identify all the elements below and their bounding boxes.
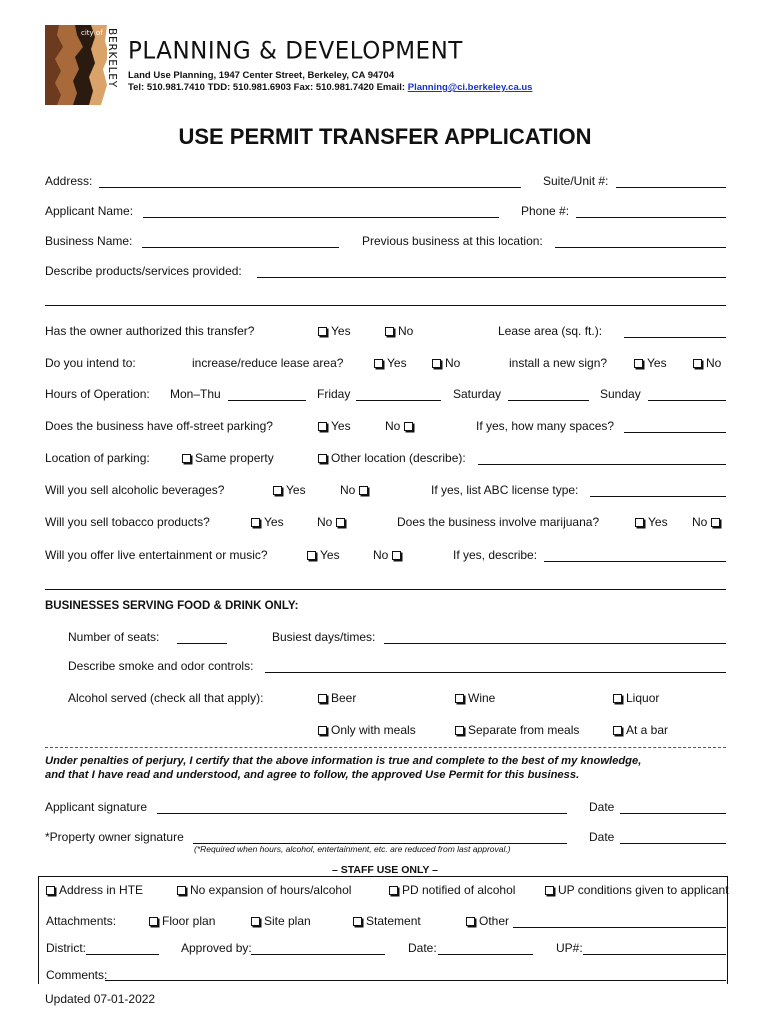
smoke-odor-field[interactable] <box>265 672 726 673</box>
applicant-date-label: Date <box>589 800 615 814</box>
cert-line-1: Under penalties of perjury, I certify that the above information is true and complete to the best of my knowledge, <box>45 755 642 767</box>
checkbox-icon <box>251 518 260 527</box>
up-num-field[interactable] <box>583 954 726 955</box>
lease-no[interactable]: No <box>432 356 460 370</box>
describe-products-label: Describe products/services provided: <box>45 264 242 278</box>
checkbox-icon <box>336 518 345 527</box>
staff-heading: – STAFF USE ONLY – <box>332 864 438 876</box>
cert-line-2: and that I have read and understood, and agree to follow, the approved Use Permit for this business. <box>45 769 580 781</box>
liquor-option[interactable]: Liquor <box>613 691 659 705</box>
entertainment-describe-label: If yes, describe: <box>453 548 538 562</box>
checkbox-icon <box>545 886 554 895</box>
other-field[interactable] <box>513 927 726 928</box>
increase-lease-label: increase/reduce lease area? <box>192 356 344 370</box>
contact-text: Tel: 510.981.7410 TDD: 510.981.6903 Fax: 510.981.7420 Email: <box>128 82 408 93</box>
updated-date: Updated 07-01-2022 <box>45 992 156 1006</box>
checkbox-icon <box>634 359 643 368</box>
at-bar-option[interactable]: At a bar <box>613 723 668 737</box>
applicant-name-field[interactable] <box>143 217 499 218</box>
marijuana-label: Does the business involve marijuana? <box>397 515 600 529</box>
tobacco-no[interactable]: No <box>317 515 345 529</box>
site-plan-option[interactable]: Site plan <box>251 914 311 928</box>
checkbox-icon <box>455 726 464 735</box>
abc-license-field[interactable] <box>590 496 726 497</box>
cert-divider <box>45 747 726 748</box>
alcohol-yes[interactable]: Yes <box>273 483 306 497</box>
friday-label: Friday <box>317 387 351 401</box>
marijuana-no[interactable]: No <box>692 515 720 529</box>
no-expansion-option[interactable]: No expansion of hours/alcohol <box>177 883 351 897</box>
separate-meals-option[interactable]: Separate from meals <box>455 723 579 737</box>
staff-date-label: Date: <box>408 941 437 955</box>
describe-products-field-2[interactable] <box>45 305 726 306</box>
seats-label: Number of seats: <box>68 630 160 644</box>
previous-business-label: Previous business at this location: <box>362 234 543 248</box>
phone-label: Phone #: <box>521 204 570 218</box>
lease-area-field[interactable] <box>624 337 726 338</box>
mon-thu-field[interactable] <box>228 400 306 401</box>
checkbox-icon <box>374 359 383 368</box>
spaces-label: If yes, how many spaces? <box>476 419 615 433</box>
address-hte-option[interactable]: Address in HTE <box>46 883 143 897</box>
parking-label: Does the business have off-street parking? <box>45 419 273 433</box>
beer-option[interactable]: Beer <box>318 691 356 705</box>
business-name-label: Business Name: <box>45 234 133 248</box>
saturday-field[interactable] <box>508 400 589 401</box>
floor-plan-option[interactable]: Floor plan <box>149 914 215 928</box>
alcohol-label: Will you sell alcoholic beverages? <box>45 483 225 497</box>
checkbox-icon <box>273 486 282 495</box>
alcohol-served-label: Alcohol served (check all that apply): <box>68 691 264 705</box>
checkbox-icon <box>455 694 464 703</box>
busiest-field[interactable] <box>384 643 726 644</box>
district-label: District: <box>46 941 86 955</box>
checkbox-icon <box>389 886 398 895</box>
applicant-signature-field[interactable] <box>157 813 567 814</box>
sign-yes[interactable]: Yes <box>634 356 667 370</box>
intend-to-label: Do you intend to: <box>45 356 136 370</box>
district-field[interactable] <box>86 954 159 955</box>
up-num-label: UP#: <box>556 941 583 955</box>
comments-field[interactable] <box>105 980 726 981</box>
tobacco-yes[interactable]: Yes <box>251 515 284 529</box>
approved-by-label: Approved by: <box>181 941 252 955</box>
owner-signature-label: *Property owner signature <box>45 830 184 844</box>
lease-yes[interactable]: Yes <box>374 356 407 370</box>
sign-no[interactable]: No <box>693 356 721 370</box>
applicant-date-field[interactable] <box>620 813 726 814</box>
entertainment-yes[interactable]: Yes <box>307 548 340 562</box>
alcohol-no[interactable]: No <box>340 483 368 497</box>
smoke-odor-label: Describe smoke and odor controls: <box>68 659 254 673</box>
wine-option[interactable]: Wine <box>455 691 495 705</box>
checkbox-icon <box>359 486 368 495</box>
saturday-label: Saturday <box>453 387 502 401</box>
checkbox-icon <box>466 917 475 926</box>
checkbox-icon <box>46 886 55 895</box>
spaces-field[interactable] <box>624 432 726 433</box>
statement-option[interactable]: Statement <box>353 914 421 928</box>
seats-field[interactable] <box>177 643 227 644</box>
busiest-label: Busiest days/times: <box>272 630 376 644</box>
checkbox-icon <box>693 359 702 368</box>
owner-date-field[interactable] <box>620 843 726 844</box>
owner-date-label: Date <box>589 830 615 844</box>
checkbox-icon <box>432 359 441 368</box>
required-note: (*Required when hours, alcohol, entertainment, etc. are reduced from last approval.) <box>194 844 511 854</box>
checkbox-icon <box>251 917 260 926</box>
parking-no[interactable]: No <box>385 419 413 433</box>
pd-notified-option[interactable]: PD notified of alcohol <box>389 883 515 897</box>
checkbox-icon <box>307 551 316 560</box>
comments-label: Comments: <box>46 968 108 982</box>
address-label: Address: <box>45 174 93 188</box>
checkbox-icon <box>613 726 622 735</box>
checkbox-icon <box>182 454 191 463</box>
berkeley-logo <box>45 25 123 105</box>
checkbox-icon <box>635 518 644 527</box>
owner-authorized-no[interactable]: No <box>385 324 413 338</box>
other-location-option[interactable]: Other location (describe): <box>318 451 466 465</box>
other-location-field[interactable] <box>478 464 726 465</box>
abc-license-label: If yes, list ABC license type: <box>431 483 579 497</box>
owner-authorized-yes[interactable]: Yes <box>318 324 351 338</box>
email-link[interactable]: Planning@ci.berkeley.ca.us <box>407 82 533 93</box>
tobacco-label: Will you sell tobacco products? <box>45 515 210 529</box>
checkbox-icon <box>613 694 622 703</box>
entertainment-describe-field[interactable] <box>544 561 726 562</box>
sunday-field[interactable] <box>648 400 726 401</box>
other-option[interactable]: Other <box>466 914 509 928</box>
suite-field[interactable] <box>616 187 726 188</box>
lease-area-label: Lease area (sq. ft.): <box>498 324 603 338</box>
checkbox-icon <box>318 694 327 703</box>
logo-city-of: city of <box>81 29 103 37</box>
department-name: PLANNING & DEVELOPMENT <box>128 37 463 65</box>
applicant-signature-label: Applicant signature <box>45 800 148 814</box>
address-field[interactable] <box>99 187 521 188</box>
checkbox-icon <box>711 518 720 527</box>
hours-label: Hours of Operation: <box>45 387 150 401</box>
parking-location-label: Location of parking: <box>45 451 150 465</box>
checkbox-icon <box>318 422 327 431</box>
checkbox-icon <box>392 551 401 560</box>
phone-field[interactable] <box>576 217 726 218</box>
new-sign-label: install a new sign? <box>509 356 608 370</box>
marijuana-yes[interactable]: Yes <box>635 515 668 529</box>
entertainment-label: Will you offer live entertainment or music? <box>45 548 268 562</box>
applicant-name-label: Applicant Name: <box>45 204 134 218</box>
business-name-field[interactable] <box>142 247 339 248</box>
entertainment-describe-field-2[interactable] <box>45 589 726 590</box>
checkbox-icon <box>385 327 394 336</box>
only-meals-option[interactable]: Only with meals <box>318 723 416 737</box>
contact-line <box>128 82 532 93</box>
up-conditions-option[interactable]: UP conditions given to applicant <box>545 883 729 897</box>
page-title: USE PERMIT TRANSFER APPLICATION <box>178 124 592 149</box>
describe-products-field[interactable] <box>257 277 726 278</box>
food-section-heading: BUSINESSES SERVING FOOD & DRINK ONLY: <box>45 600 299 612</box>
entertainment-no[interactable]: No <box>373 548 401 562</box>
checkbox-icon <box>318 454 327 463</box>
checkbox-icon <box>318 726 327 735</box>
same-property-option[interactable]: Same property <box>182 451 274 465</box>
mon-thu-label: Mon–Thu <box>170 387 221 401</box>
owner-authorized-label: Has the owner authorized this transfer? <box>45 324 255 338</box>
checkbox-icon <box>404 422 413 431</box>
address-line: Land Use Planning, 1947 Center Street, Berkeley, CA 94704 <box>128 70 395 81</box>
suite-label: Suite/Unit #: <box>543 174 609 188</box>
attachments-label: Attachments: <box>46 914 117 928</box>
checkbox-icon <box>353 917 362 926</box>
friday-field[interactable] <box>356 400 441 401</box>
sunday-label: Sunday <box>600 387 641 401</box>
parking-yes[interactable]: Yes <box>318 419 351 433</box>
staff-date-field[interactable] <box>438 954 533 955</box>
previous-business-field[interactable] <box>555 247 726 248</box>
checkbox-icon <box>318 327 327 336</box>
approved-by-field[interactable] <box>251 954 385 955</box>
checkbox-icon <box>149 917 158 926</box>
logo-berkeley: BERKELEY <box>106 28 118 88</box>
checkbox-icon <box>177 886 186 895</box>
